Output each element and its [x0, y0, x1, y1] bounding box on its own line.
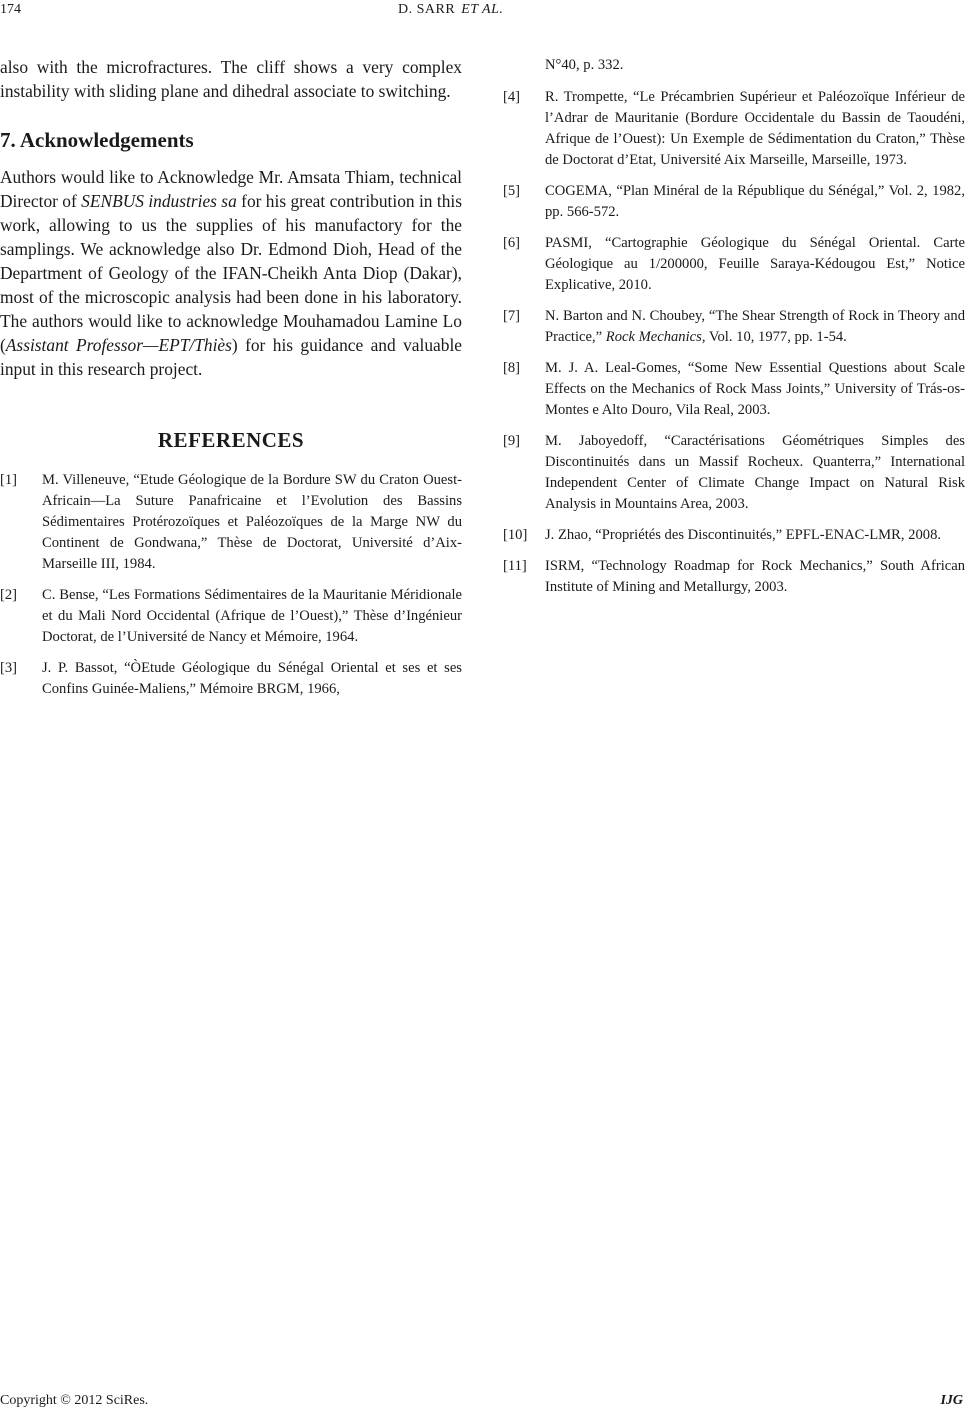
- ack-company: SENBUS industries sa: [81, 191, 237, 211]
- reference-number: [4]: [503, 89, 521, 105]
- running-head: [398, 2, 503, 18]
- running-head-etal: ET AL.: [461, 2, 504, 17]
- reference-text: N°40, p. 332.: [545, 57, 624, 73]
- reference-item: [0, 470, 462, 575]
- reference-item: [0, 585, 462, 648]
- reference-text: ISRM, “Technology Roadmap for Rock Mechanics,” South African Institute of Mining and Metallurgy, 2003.: [545, 558, 965, 595]
- reference-number: [11]: [503, 558, 527, 574]
- acknowledgements-heading: 7. Acknowledgements: [0, 128, 194, 152]
- reference-item: [503, 306, 965, 348]
- reference-text-part: , Vol. 10, 1977, pp. 1-54.: [701, 329, 847, 345]
- reference-item: [503, 525, 965, 546]
- reference-number: [1]: [0, 472, 18, 488]
- reference-journal: Rock Mechanics: [605, 329, 702, 345]
- reference-text: J. P. Bassot, “ÒEtude Géologique du Sénégal Oriental et ses et ses Confins Guinée-Maliens,” Mémoire BRGM, 1966,: [42, 660, 462, 697]
- reference-text: C. Bense, “Les Formations Sédimentaires de la Mauritanie Méridionale et du Mali Nord Occidental (Afrique de l’Ouest),” Thèse d’Ingénieur Doctorat, de l’Université de Nancy et Mémoire, 1964.: [42, 587, 462, 645]
- reference-text: M. J. A. Leal-Gomes, “Some New Essential Questions about Scale Effects on the Mechanics of Rock Mass Joints,” University of Trás-os-Montes e Alto Douro, Vila Real, 2003.: [545, 360, 965, 418]
- reference-text: J. Zhao, “Propriétés des Discontinuités,” EPFL-ENAC-LMR, 2008.: [545, 527, 942, 543]
- ack-role: Assistant Professor—EPT/Thiès: [5, 335, 232, 355]
- reference-text: R. Trompette, “Le Précambrien Supérieur et Paléozoïque Inférieur de l’Adrar de Mauritanie (Bordure Occidentale du Bassin de Taoudéni, Afrique de l’Ouest): Un Exemple de Sédimentation du Craton,” Thèse de Doctorat d’Etat, Université Aix Marseille, Marseille, 1973.: [545, 89, 965, 168]
- intro-paragraph: also with the microfractures. The cliff shows a very complex instability with sliding plane and dihedral associate to switching.: [0, 57, 462, 101]
- reference-text: M. Villeneuve, “Etude Géologique de la Bordure SW du Craton Ouest-Africain—La Suture Panafricaine et l’Evolution des Bassins Sédimentaires Protérozoïques et Paléozoïques de la Marge NW du Continent de Gondwana,” Thèse de Doctorat, Université d’Aix-Marseille III, 1984.: [42, 472, 462, 572]
- reference-number: [6]: [503, 235, 521, 251]
- ack-text-3: ) for his guidance and valuable input in this research project.: [0, 335, 462, 379]
- ack-text-2: for his great contribution in this work, allowing to us the supplies of his manufactory for the samplings. We acknowledge also Dr. Edmond Dioh, Head of the Department of Geology of the IFAN-Cheikh Anta Diop (Dakar), most of the microscopic analysis had been done in his laboratory. The authors would like to acknowledge Mouhamadou Lamine Lo (: [0, 191, 462, 355]
- reference-text-part: N. Barton and N. Choubey, “The Shear Strength of Rock in Theory and Practice,”: [545, 308, 965, 345]
- acknowledgements-paragraph: [0, 165, 462, 381]
- reference-number: [5]: [503, 183, 521, 199]
- references-heading: REFERENCES: [157, 428, 305, 452]
- reference-item: [503, 87, 965, 171]
- reference-number: [9]: [503, 433, 521, 449]
- ack-text-1: Authors would like to Acknowledge Mr. Amsata Thiam, technical Director of: [0, 167, 462, 211]
- running-head-authors: D. SARR: [398, 2, 456, 17]
- reference-item: [503, 233, 965, 296]
- reference-item: [503, 358, 965, 421]
- reference-number: [10]: [503, 527, 528, 543]
- reference-continuation: [503, 55, 965, 76]
- reference-number: [3]: [0, 660, 18, 676]
- reference-item: [0, 658, 462, 700]
- left-column: [0, 55, 462, 710]
- reference-item: [503, 181, 965, 223]
- reference-item: [503, 431, 965, 515]
- reference-number: [7]: [503, 308, 521, 324]
- page-number: 174: [0, 2, 21, 17]
- reference-item: [503, 556, 965, 598]
- reference-text: COGEMA, “Plan Minéral de la République du Sénégal,” Vol. 2, 1982, pp. 566-572.: [545, 183, 965, 220]
- right-column: [503, 55, 965, 608]
- reference-text: [545, 306, 965, 348]
- reference-text: PASMI, “Cartographie Géologique du Sénégal Oriental. Carte Géologique au 1/200000, Feuille Saraya-Kédougou Est,” Notice Explicative, 2010.: [545, 235, 965, 293]
- reference-number: [8]: [503, 360, 521, 376]
- footer-copyright: Copyright © 2012 SciRes.: [0, 1393, 149, 1408]
- footer-journal: IJG: [940, 1393, 963, 1408]
- reference-text: M. Jaboyedoff, “Caractérisations Géométriques Simples des Discontinuités dans un Massif Rocheux. Quanterra,” International Independent Center of Climate Change Impact on Natural Risk Analysis in Mountains Area, 2003.: [545, 433, 965, 512]
- reference-number: [2]: [0, 587, 18, 603]
